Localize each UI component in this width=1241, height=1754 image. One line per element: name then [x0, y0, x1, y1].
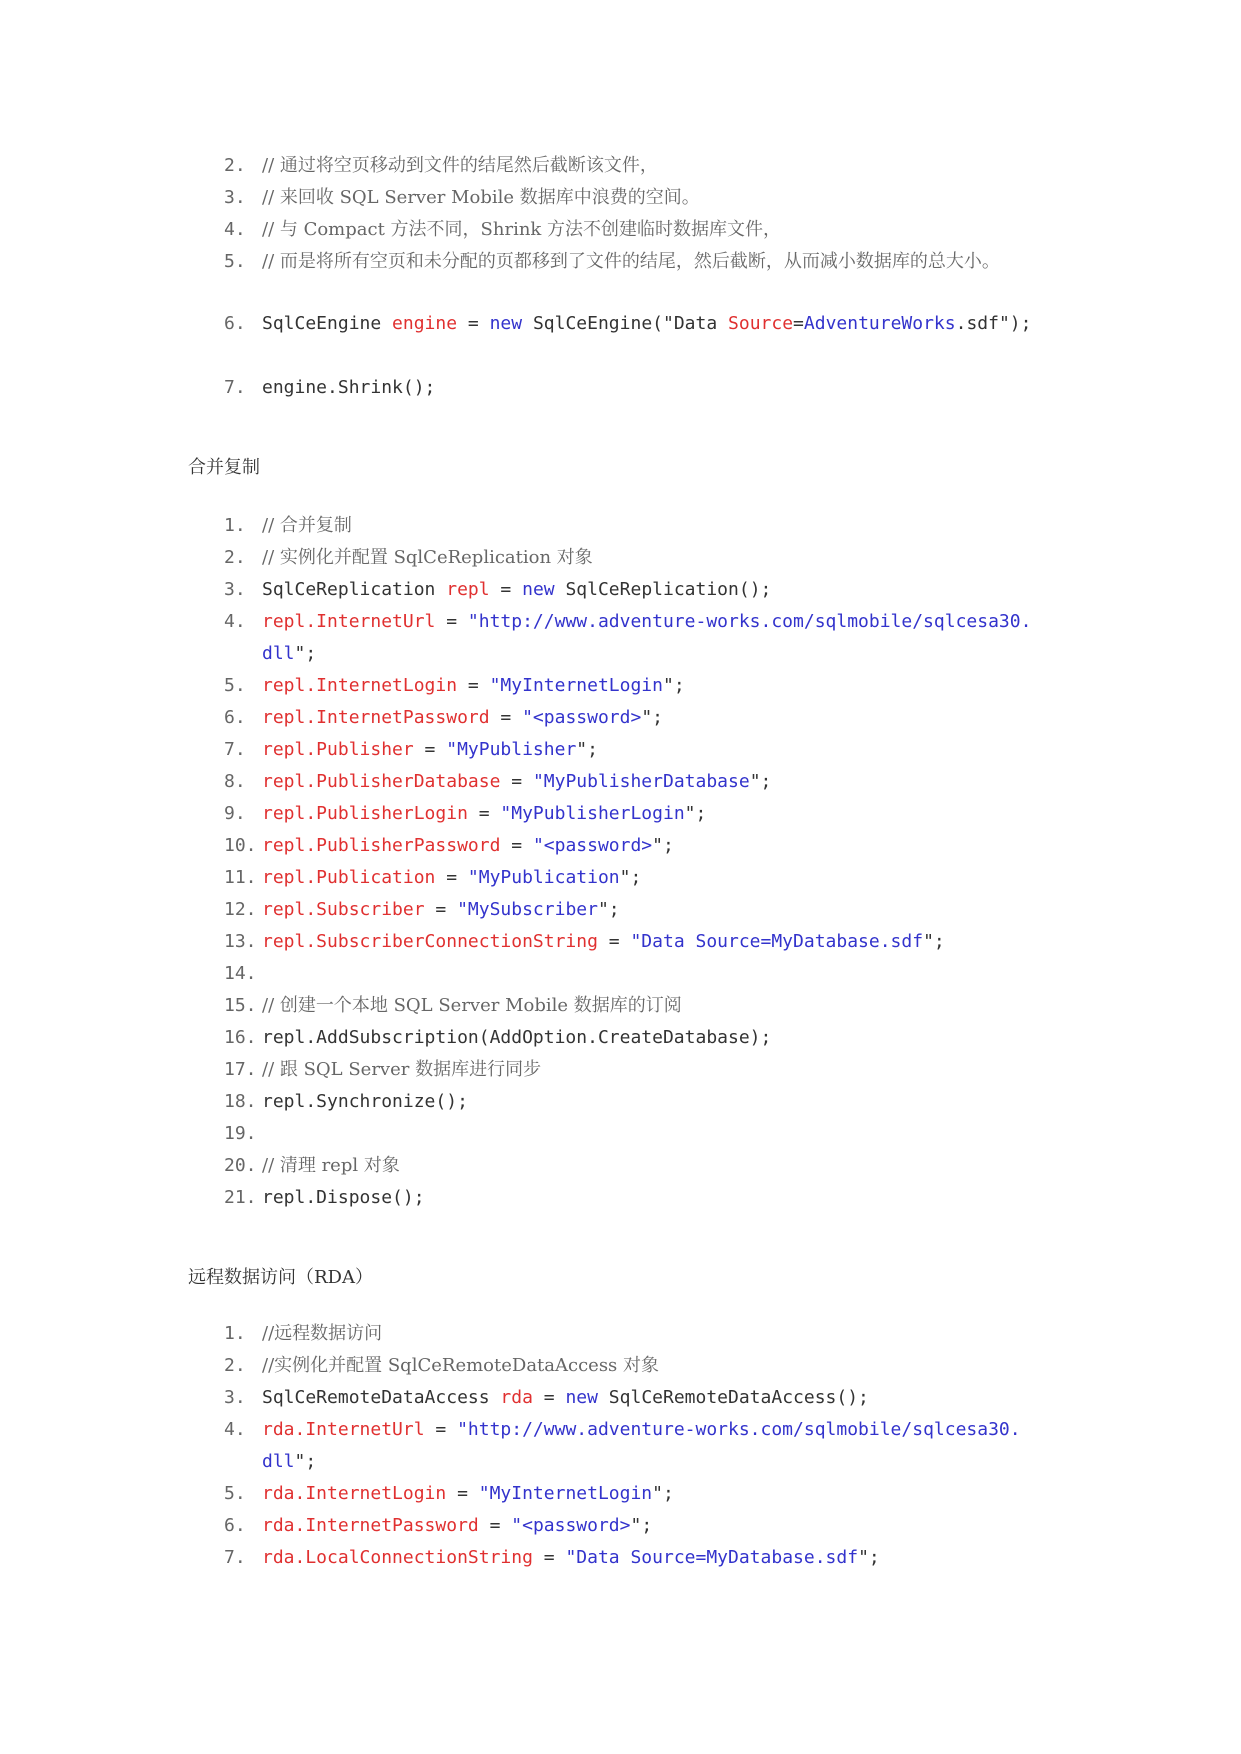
code-token: repl.PublisherDatabase	[262, 771, 501, 792]
code-token: // 清理 repl 对象	[262, 1155, 400, 1176]
code-token: "<password>	[511, 1515, 631, 1536]
code-token: =	[424, 899, 458, 920]
code-line	[0, 702, 1241, 734]
code-line	[0, 1022, 1241, 1054]
code-token: dll	[262, 1451, 295, 1472]
code-token: repl.AddSubscription(AddOption.CreateDatabase);	[262, 1027, 772, 1048]
code-line	[0, 1542, 1241, 1574]
line-number: 2.	[224, 547, 246, 568]
code-token: SqlCeReplication	[262, 579, 447, 600]
line-number: 10.	[224, 835, 257, 856]
code-line	[0, 182, 1241, 214]
code-token: =	[489, 707, 523, 728]
code-line	[0, 862, 1241, 894]
code-token: =	[793, 313, 804, 334]
code-token: //远程数据访问	[262, 1323, 383, 1344]
code-token: "MyPublisherLogin	[500, 803, 685, 824]
code-text	[262, 542, 593, 574]
code-token: // 实例化并配置 SqlCeReplication 对象	[262, 547, 593, 568]
line-number: 5.	[224, 251, 246, 272]
line-number: 20.	[224, 1155, 257, 1176]
code-text	[262, 670, 685, 702]
line-number: 13.	[224, 931, 257, 952]
line-number: 9.	[224, 803, 246, 824]
code-token: ";	[641, 707, 663, 728]
code-line	[0, 894, 1241, 926]
code-line	[0, 150, 1241, 182]
code-token: rda.InternetUrl	[262, 1419, 425, 1440]
line-number: 21.	[224, 1187, 257, 1208]
line-number: 6.	[224, 1515, 246, 1536]
code-text	[262, 1542, 880, 1574]
code-line	[0, 574, 1241, 606]
code-token: ";	[630, 1515, 653, 1536]
code-token: repl.Subscriber	[262, 899, 425, 920]
code-line	[0, 372, 1241, 404]
code-token: =	[489, 579, 523, 600]
code-line	[0, 510, 1241, 542]
code-token: engine	[392, 313, 458, 334]
code-text	[262, 1086, 468, 1118]
code-token: SqlCeRemoteDataAccess	[262, 1387, 501, 1408]
code-token: =	[532, 1547, 566, 1568]
code-text	[262, 1510, 652, 1542]
code-text	[262, 574, 771, 606]
code-token: "MyInternetLogin	[489, 675, 663, 696]
line-number: 2.	[224, 155, 246, 176]
code-token: SqlCeRemoteDataAccess();	[597, 1387, 869, 1408]
code-token: =	[435, 611, 468, 632]
code-token: new	[522, 579, 555, 600]
code-line	[0, 958, 1241, 990]
code-line	[0, 1478, 1241, 1510]
code-line	[0, 638, 1241, 670]
section-heading-rda: 远程数据访问（RDA）	[188, 1267, 373, 1288]
code-line	[0, 1150, 1241, 1182]
code-text	[262, 990, 682, 1022]
line-number: 4.	[224, 1419, 246, 1440]
code-text	[262, 862, 641, 894]
code-token: =	[597, 931, 631, 952]
code-line	[0, 1382, 1241, 1414]
line-number: 16.	[224, 1027, 257, 1048]
line-number: 7.	[224, 739, 246, 760]
code-token: =	[478, 1515, 512, 1536]
line-number: 1.	[224, 1323, 246, 1344]
line-number: 15.	[224, 995, 257, 1016]
code-line	[0, 830, 1241, 862]
code-line	[0, 542, 1241, 574]
code-token: SqlCeEngine	[262, 313, 393, 334]
code-text	[262, 150, 658, 182]
code-line	[0, 670, 1241, 702]
line-number: 17.	[224, 1059, 257, 1080]
code-token: //实例化并配置 SqlCeRemoteDataAccess 对象	[262, 1355, 660, 1376]
code-token: "Data Source=MyDatabase.sdf	[565, 1547, 859, 1568]
code-line	[0, 1318, 1241, 1350]
line-number: 6.	[224, 707, 246, 728]
line-number: 4.	[224, 611, 246, 632]
code-text	[262, 894, 620, 926]
code-line	[0, 308, 1241, 340]
code-text	[262, 1478, 674, 1510]
code-line	[0, 1182, 1241, 1214]
code-token: "<password>	[532, 835, 653, 856]
code-token: rda.InternetPassword	[262, 1515, 479, 1536]
code-token: "MyInternetLogin	[478, 1483, 653, 1504]
code-token: "http://www.adventure-works.com/sqlmobile/sqlcesa30.	[457, 1419, 1021, 1440]
code-token: ";	[652, 835, 674, 856]
code-token: "<password>	[522, 707, 642, 728]
code-token: repl.InternetUrl	[262, 611, 436, 632]
code-text	[262, 1318, 382, 1350]
code-token: AdventureWorks	[803, 313, 956, 334]
code-token: repl	[446, 579, 490, 600]
code-line	[0, 1054, 1241, 1086]
line-number: 14.	[224, 963, 257, 984]
code-token: =	[435, 867, 468, 888]
code-text	[262, 606, 1031, 638]
code-token: =	[413, 739, 447, 760]
code-line	[0, 214, 1241, 246]
code-token: // 合并复制	[262, 515, 352, 536]
line-number: 6.	[224, 313, 246, 334]
code-token: repl.PublisherLogin	[262, 803, 468, 824]
code-text	[262, 246, 1000, 278]
code-text	[262, 214, 781, 246]
code-token: ";	[652, 1483, 674, 1504]
code-text	[262, 638, 316, 670]
code-text	[262, 1054, 541, 1086]
code-token: repl.Publication	[262, 867, 436, 888]
code-token: repl.InternetPassword	[262, 707, 490, 728]
code-token: ";	[576, 739, 598, 760]
code-token: repl.Dispose();	[262, 1187, 425, 1208]
line-number: 3.	[224, 1387, 246, 1408]
code-line	[0, 926, 1241, 958]
line-number: 12.	[224, 899, 257, 920]
code-text	[262, 372, 435, 404]
line-number: 11.	[224, 867, 257, 888]
code-text	[262, 510, 352, 542]
code-line	[0, 1414, 1241, 1446]
code-token: // 与 Compact 方法不同，Shrink 方法不创建临时数据库文件，	[262, 219, 782, 240]
code-text	[262, 308, 1031, 340]
code-token: "http://www.adventure-works.com/sqlmobile/sqlcesa30.	[467, 611, 1032, 632]
code-text	[262, 926, 945, 958]
code-text	[262, 182, 700, 214]
code-token: repl.Synchronize();	[262, 1091, 468, 1112]
code-line	[0, 766, 1241, 798]
code-token: rda.LocalConnectionString	[262, 1547, 533, 1568]
code-text	[262, 1182, 425, 1214]
line-number: 7.	[224, 1547, 246, 1568]
code-token: // 通过将空页移动到文件的结尾然后截断该文件，	[262, 155, 658, 176]
code-token: // 创建一个本地 SQL Server Mobile 数据库的订阅	[262, 995, 682, 1016]
code-token: "Data Source=MyDatabase.sdf	[630, 931, 924, 952]
line-number: 3.	[224, 579, 246, 600]
code-token: ";	[294, 1451, 317, 1472]
code-token: ";	[858, 1547, 880, 1568]
code-token: engine.Shrink();	[262, 377, 436, 398]
code-text	[262, 734, 598, 766]
code-line	[0, 1086, 1241, 1118]
code-token: repl.Publisher	[262, 739, 414, 760]
code-token: SqlCeEngine("Data	[522, 313, 729, 334]
code-token: dll	[262, 643, 295, 664]
line-number: 1.	[224, 515, 246, 536]
code-token: // 跟 SQL Server 数据库进行同步	[262, 1059, 542, 1080]
line-number: 18.	[224, 1091, 257, 1112]
code-token: =	[424, 1419, 458, 1440]
code-token: rda.InternetLogin	[262, 1483, 447, 1504]
code-token: "MySubscriber	[457, 899, 598, 920]
code-line	[0, 1350, 1241, 1382]
code-token: "MyPublisher	[446, 739, 577, 760]
code-token: =	[467, 803, 501, 824]
code-token: ";	[619, 867, 642, 888]
code-token: ";	[662, 675, 685, 696]
line-number: 3.	[224, 187, 246, 208]
line-number: 2.	[224, 1355, 246, 1376]
code-token: ";	[684, 803, 707, 824]
code-token: // 来回收 SQL Server Mobile 数据库中浪费的空间。	[262, 187, 700, 208]
code-text	[262, 830, 674, 862]
code-text	[262, 1350, 659, 1382]
code-token: new	[489, 313, 523, 334]
code-text	[262, 1414, 1021, 1446]
code-line	[0, 798, 1241, 830]
code-token: =	[532, 1387, 566, 1408]
code-token: Source	[728, 313, 794, 334]
section-heading-merge-replication: 合并复制	[188, 457, 260, 478]
line-number: 5.	[224, 675, 246, 696]
code-line	[0, 990, 1241, 1022]
code-text	[262, 1022, 771, 1054]
code-token: =	[500, 771, 533, 792]
code-token: repl.SubscriberConnectionString	[262, 931, 598, 952]
code-token: ";	[923, 931, 945, 952]
line-number: 7.	[224, 377, 246, 398]
code-token: .sdf");	[955, 313, 1032, 334]
code-token: "MyPublication	[467, 867, 620, 888]
code-text	[262, 1446, 316, 1478]
line-number: 4.	[224, 219, 246, 240]
code-text	[262, 702, 663, 734]
code-token: =	[457, 675, 490, 696]
code-token: ";	[597, 899, 620, 920]
code-token: =	[500, 835, 533, 856]
line-number: 5.	[224, 1483, 246, 1504]
line-number: 19.	[224, 1123, 257, 1144]
code-token: ";	[749, 771, 772, 792]
code-token: =	[457, 313, 490, 334]
code-line	[0, 1118, 1241, 1150]
code-line	[0, 1510, 1241, 1542]
code-token: =	[446, 1483, 479, 1504]
code-line	[0, 1446, 1241, 1478]
code-token: repl.InternetLogin	[262, 675, 458, 696]
code-text	[262, 1382, 869, 1414]
code-token: SqlCeReplication();	[554, 579, 772, 600]
code-line	[0, 246, 1241, 278]
code-text	[262, 1150, 400, 1182]
code-token: rda	[500, 1387, 533, 1408]
code-text	[262, 798, 706, 830]
code-line	[0, 606, 1241, 638]
code-token: repl.PublisherPassword	[262, 835, 501, 856]
code-token: ";	[294, 643, 317, 664]
code-token: new	[565, 1387, 598, 1408]
code-text	[262, 766, 771, 798]
code-token: // 而是将所有空页和未分配的页都移到了文件的结尾，然后截断，从而减小数据库的总大小。	[262, 251, 1000, 272]
code-token: "MyPublisherDatabase	[532, 771, 750, 792]
line-number: 8.	[224, 771, 246, 792]
code-line	[0, 734, 1241, 766]
